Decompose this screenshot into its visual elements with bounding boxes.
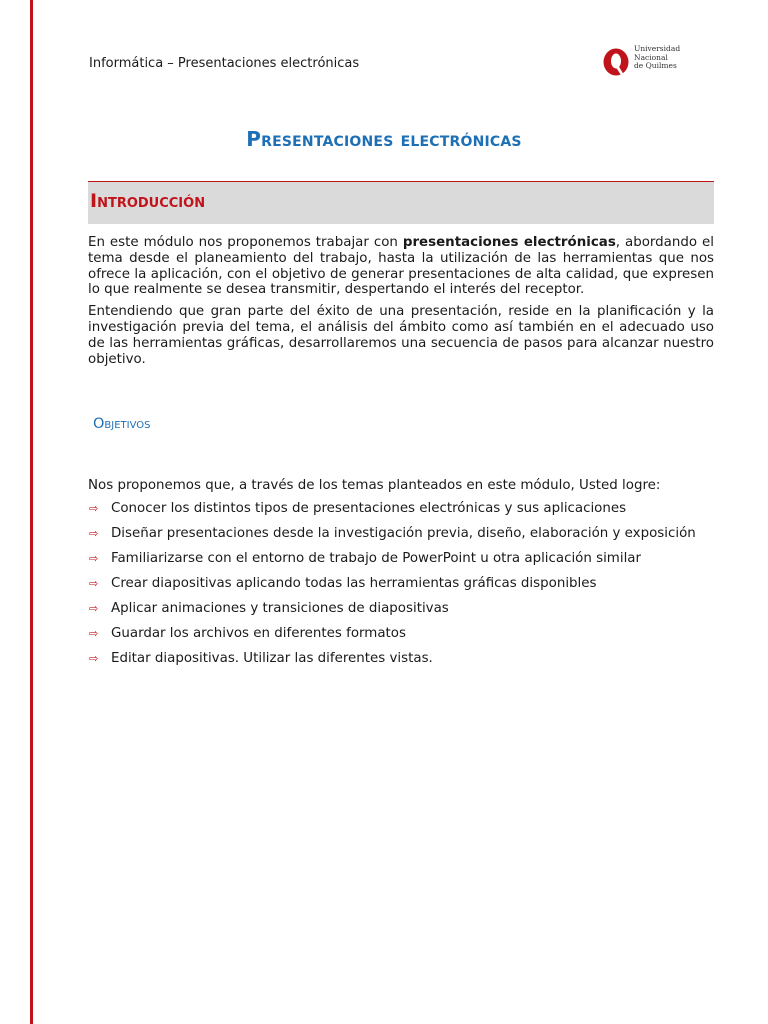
logo-line: Universidad [634,44,681,53]
list-item-text: Editar diapositivas. Utilizar las diferentes vistas. [111,651,433,666]
header-text: Informática – Presentaciones electrónicas [89,56,360,71]
page-margin-line [30,0,33,1024]
objectives-intro: Nos proponemos que, a través de los temas planteados en este módulo, Usted logre: [88,478,661,493]
section-header-introduccion [88,181,714,224]
list-item-text: Familiarizarse con el entorno de trabajo de PowerPoint u otra aplicación similar [111,551,642,566]
logo-line: de Quilmes [634,61,677,71]
list-item [88,526,696,551]
document-title: Presentaciones electrónicas [246,127,522,151]
arrow-right-outline-icon: ⇨ [89,527,99,540]
list-item [88,551,696,576]
intro-p1-post: , abordando el tema desde el planeamiento del trabajo, hasta la utilización de las herramientas que nos ofrece la aplicación, con el objetivo de generar presentaciones de alta calidad, que expresen lo que realmente se desea transmitir, despertando el interés del receptor. [88,235,714,298]
objectives-list [88,501,696,676]
intro-p1-bold: presentaciones electrónicas [402,235,616,250]
list-item [88,501,696,526]
list-item [88,626,696,651]
list-item [88,651,696,676]
arrow-right-outline-icon: ⇨ [89,577,99,590]
list-item [88,601,696,626]
list-item-text: Conocer los distintos tipos de presentaciones electrónicas y sus aplicaciones [111,501,627,516]
university-logo [603,46,703,82]
list-item-text: Aplicar animaciones y transiciones de diapositivas [111,601,449,616]
intro-p1-pre: En este módulo nos proponemos trabajar con [88,235,403,250]
unq-logo-icon [603,48,630,78]
list-item [88,576,696,601]
list-item-text: Diseñar presentaciones desde la investigación previa, diseño, elaboración y exposición [111,526,696,541]
section-title: Introducción [90,190,206,212]
list-item-text: Crear diapositivas aplicando todas las herramientas gráficas disponibles [111,576,597,591]
objectives-title: Objetivos [93,416,151,432]
intro-paragraph-2: Entendiendo que gran parte del éxito de una presentación, reside en la planificación y la investigación previa del tema, el análisis del ámbito como así también en el adecuado uso de las herramientas gráficas, desarrollaremos una secuencia de pasos para alcanzar nuestro objetivo. [88,304,714,367]
intro-paragraph-1 [88,235,714,298]
list-item-text: Guardar los archivos en diferentes formatos [111,626,406,641]
arrow-right-outline-icon: ⇨ [89,652,99,665]
page-header [89,44,709,94]
arrow-right-outline-icon: ⇨ [89,552,99,565]
logo-line: Nacional [634,52,668,62]
arrow-right-outline-icon: ⇨ [89,502,99,515]
arrow-right-outline-icon: ⇨ [89,627,99,640]
logo-text [634,45,680,71]
intro-body [88,235,714,373]
arrow-right-outline-icon: ⇨ [89,602,99,615]
